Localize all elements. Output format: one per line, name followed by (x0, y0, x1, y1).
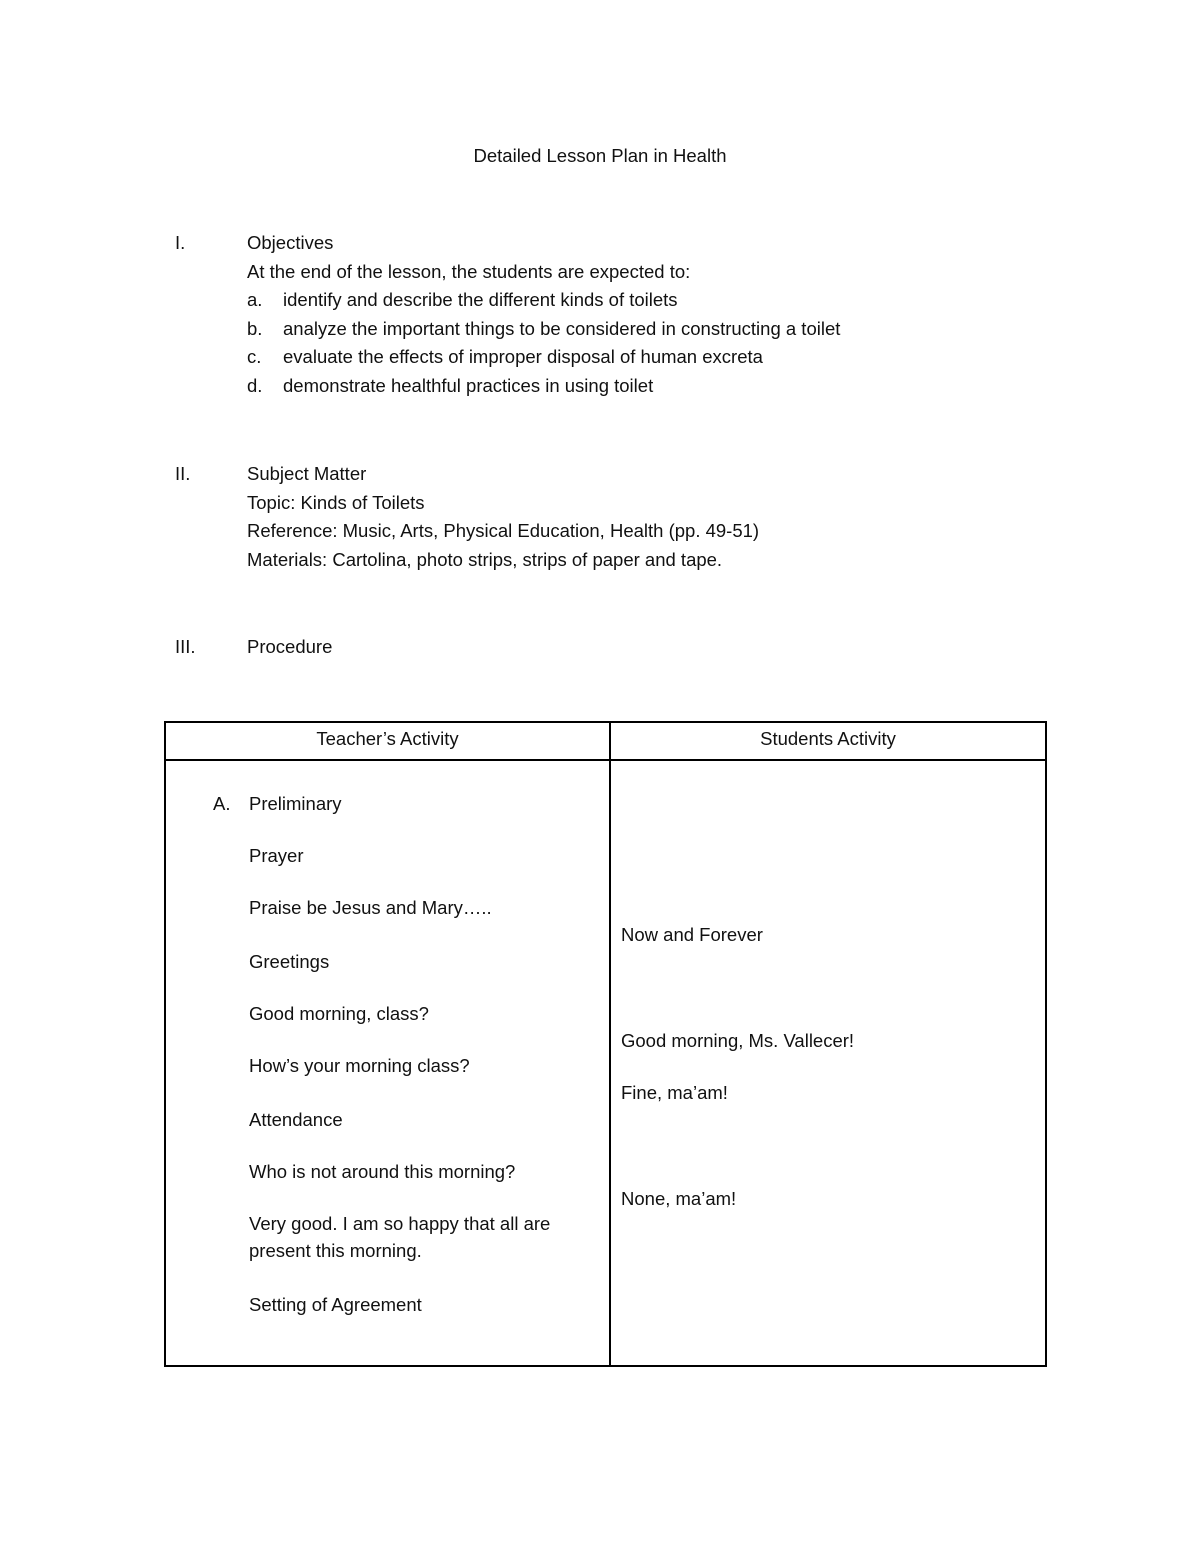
teacher-line: How’s your morning class? (249, 1055, 470, 1076)
objective-letter: b. (247, 318, 263, 339)
teacher-line: Attendance (249, 1109, 343, 1130)
objective-item: demonstrate healthful practices in using toilet (283, 375, 654, 396)
objective-letter: d. (247, 375, 263, 396)
student-response: None, ma’am! (621, 1188, 737, 1209)
objective-item: evaluate the effects of improper disposal of human excreta (283, 346, 763, 367)
subject-materials: Materials: Cartolina, photo strips, strips of paper and tape. (247, 549, 723, 570)
objectives-intro: At the end of the lesson, the students are expected to: (247, 261, 691, 282)
section-heading-objectives: Objectives (247, 232, 334, 253)
student-response: Good morning, Ms. Vallecer! (621, 1030, 855, 1051)
teacher-line: Good morning, class? (249, 1003, 429, 1024)
teacher-line: Praise be Jesus and Mary….. (249, 897, 492, 918)
table-column-divider (609, 723, 611, 1365)
teacher-part-letter: A. (213, 793, 231, 814)
subject-topic: Topic: Kinds of Toilets (247, 492, 425, 513)
section-numeral: III. (175, 636, 196, 657)
teacher-line: Prayer (249, 845, 304, 866)
teacher-part-heading: Preliminary (249, 793, 342, 814)
table-header-teacher: Teacher’s Activity (316, 728, 459, 749)
objective-letter: c. (247, 346, 262, 367)
teacher-line: present this morning. (249, 1240, 422, 1261)
objective-letter: a. (247, 289, 263, 310)
section-heading-procedure: Procedure (247, 636, 333, 657)
teacher-line: Very good. I am so happy that all are (249, 1213, 551, 1234)
table-header-students: Students Activity (760, 728, 896, 749)
activity-table (164, 721, 1047, 1367)
subject-reference: Reference: Music, Arts, Physical Education, Health (pp. 49-51) (247, 520, 760, 541)
objective-item: identify and describe the different kinds of toilets (283, 289, 678, 310)
teacher-line: Who is not around this morning? (249, 1161, 516, 1182)
teacher-line: Setting of Agreement (249, 1294, 422, 1315)
document-title: Detailed Lesson Plan in Health (473, 145, 727, 166)
section-numeral: I. (175, 232, 186, 253)
table-header-divider (166, 759, 1045, 761)
student-response: Now and Forever (621, 924, 763, 945)
teacher-line: Greetings (249, 951, 330, 972)
student-response: Fine, ma’am! (621, 1082, 728, 1103)
section-heading-subject-matter: Subject Matter (247, 463, 367, 484)
objective-item: analyze the important things to be considered in constructing a toilet (283, 318, 841, 339)
section-numeral: II. (175, 463, 191, 484)
